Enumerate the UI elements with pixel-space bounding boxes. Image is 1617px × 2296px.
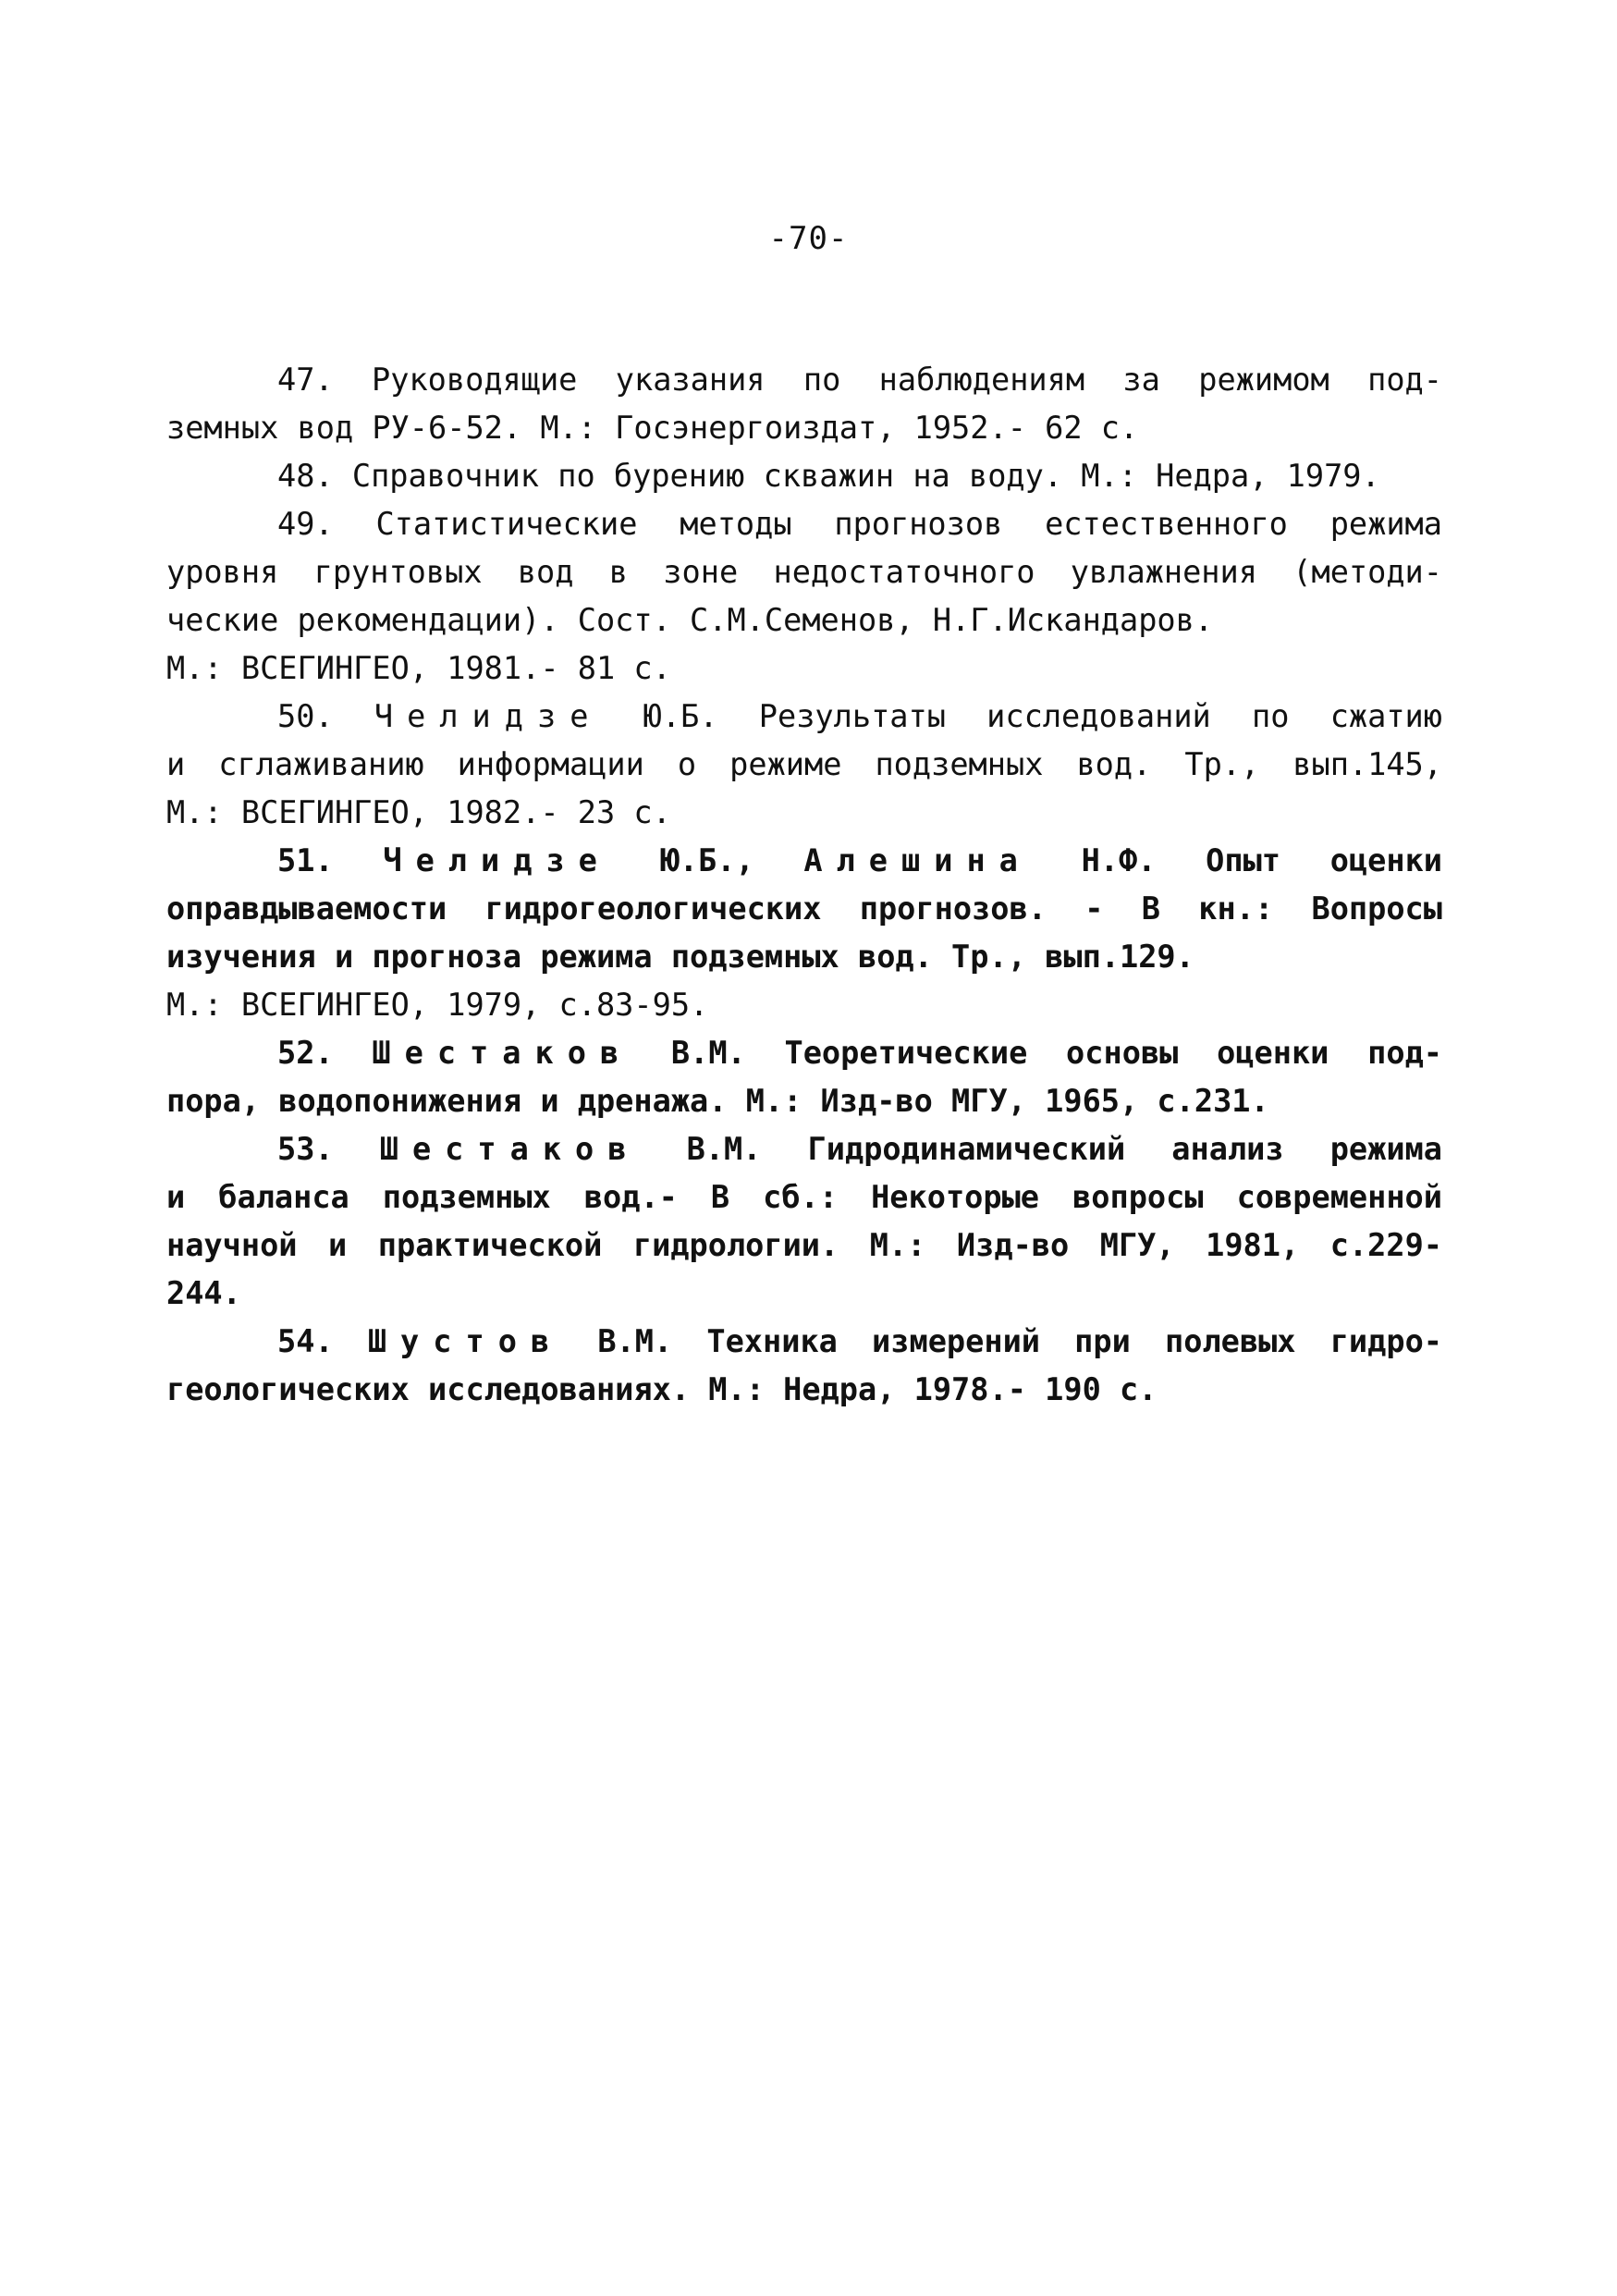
reference-line: М.: ВСЕГИНГЕО, 1982.- 23 с. <box>166 794 671 830</box>
reference-entry-52 <box>166 1029 1442 1125</box>
reference-line: и сглаживанию информации о режиме подземных вод. Тр., вып.145, <box>166 746 1442 782</box>
reference-text: В.М. Теоретические основы оценки под- <box>632 1035 1442 1071</box>
reference-number: 54. <box>277 1323 368 1359</box>
page-number: -70- <box>768 220 849 257</box>
author-name: Шустов <box>367 1323 564 1359</box>
reference-line: 47. Руководящие указания по наблюдениям за режимом под- <box>277 362 1442 398</box>
reference-entry-50 <box>166 693 1442 837</box>
reference-line <box>166 837 1442 885</box>
reference-entry-53 <box>166 1125 1442 1318</box>
reference-number: 51. <box>277 842 384 878</box>
author-initials: Ю.Б., <box>610 842 804 878</box>
reference-line: геологических исследованиях. М.: Недра, 1978.- 190 с. <box>166 1371 1158 1407</box>
author-name: Челидзе <box>374 698 603 734</box>
reference-list <box>166 356 1442 1414</box>
reference-line: и баланса подземных вод.- В сб.: Некоторые вопросы современной <box>166 1179 1442 1215</box>
reference-entry-54 <box>166 1318 1442 1414</box>
reference-entry-49 <box>166 500 1442 693</box>
reference-text: В.М. Техника измерений при полевых гидро- <box>563 1323 1443 1359</box>
reference-line: ческие рекомендации). Сост. С.М.Семенов, Н.Г.Искандаров. <box>166 602 1214 638</box>
reference-number: 50. <box>277 698 374 734</box>
reference-line: пора, водопонижения и дренажа. М.: Изд-во МГУ, 1965, с.231. <box>166 1083 1269 1119</box>
reference-line: изучения и прогноза режима подземных вод. Тр., вып.129. <box>166 939 1194 975</box>
reference-line: М.: ВСЕГИНГЕО, 1981.- 81 с. <box>166 650 671 686</box>
reference-line: научной и практической гидрологии. М.: Изд-во МГУ, 1981, с.229- <box>166 1227 1442 1263</box>
author-name: Алешина <box>803 842 1032 878</box>
reference-entry-47 <box>166 356 1442 452</box>
reference-text: Ю.Б. Результаты исследований по сжатию <box>602 698 1442 734</box>
reference-line <box>166 1318 1442 1366</box>
reference-text: В.М. Гидродинамический анализ режима <box>640 1131 1442 1167</box>
reference-text: Н.Ф. Опыт оценки <box>1031 842 1442 878</box>
reference-line: 48. Справочник по бурению скважин на воду. М.: Недра, 1979. <box>277 458 1380 494</box>
reference-line: 49. Статистические методы прогнозов естественного режима <box>277 506 1442 542</box>
reference-line: оправдываемости гидрогеологических прогнозов. - В кн.: Вопросы <box>166 890 1442 927</box>
reference-number: 53. <box>277 1131 380 1167</box>
reference-line <box>166 1029 1442 1077</box>
author-name: Челидзе <box>383 842 611 878</box>
reference-entry-48 <box>166 452 1442 500</box>
author-name: Шестаков <box>372 1035 633 1071</box>
author-name: Шестаков <box>379 1131 641 1167</box>
reference-line: земных вод РУ-6-52. М.: Госэнергоиздат, 1952.- 62 с. <box>166 410 1139 446</box>
reference-line: М.: ВСЕГИНГЕО, 1979, с.83-95. <box>166 987 709 1023</box>
reference-line <box>166 693 1442 741</box>
reference-line: 244. <box>166 1275 241 1311</box>
reference-number: 52. <box>277 1035 373 1071</box>
reference-line: уровня грунтовых вод в зоне недостаточного увлажнения (методи- <box>166 554 1442 590</box>
reference-entry-51 <box>166 837 1442 1029</box>
reference-line <box>166 1125 1442 1173</box>
